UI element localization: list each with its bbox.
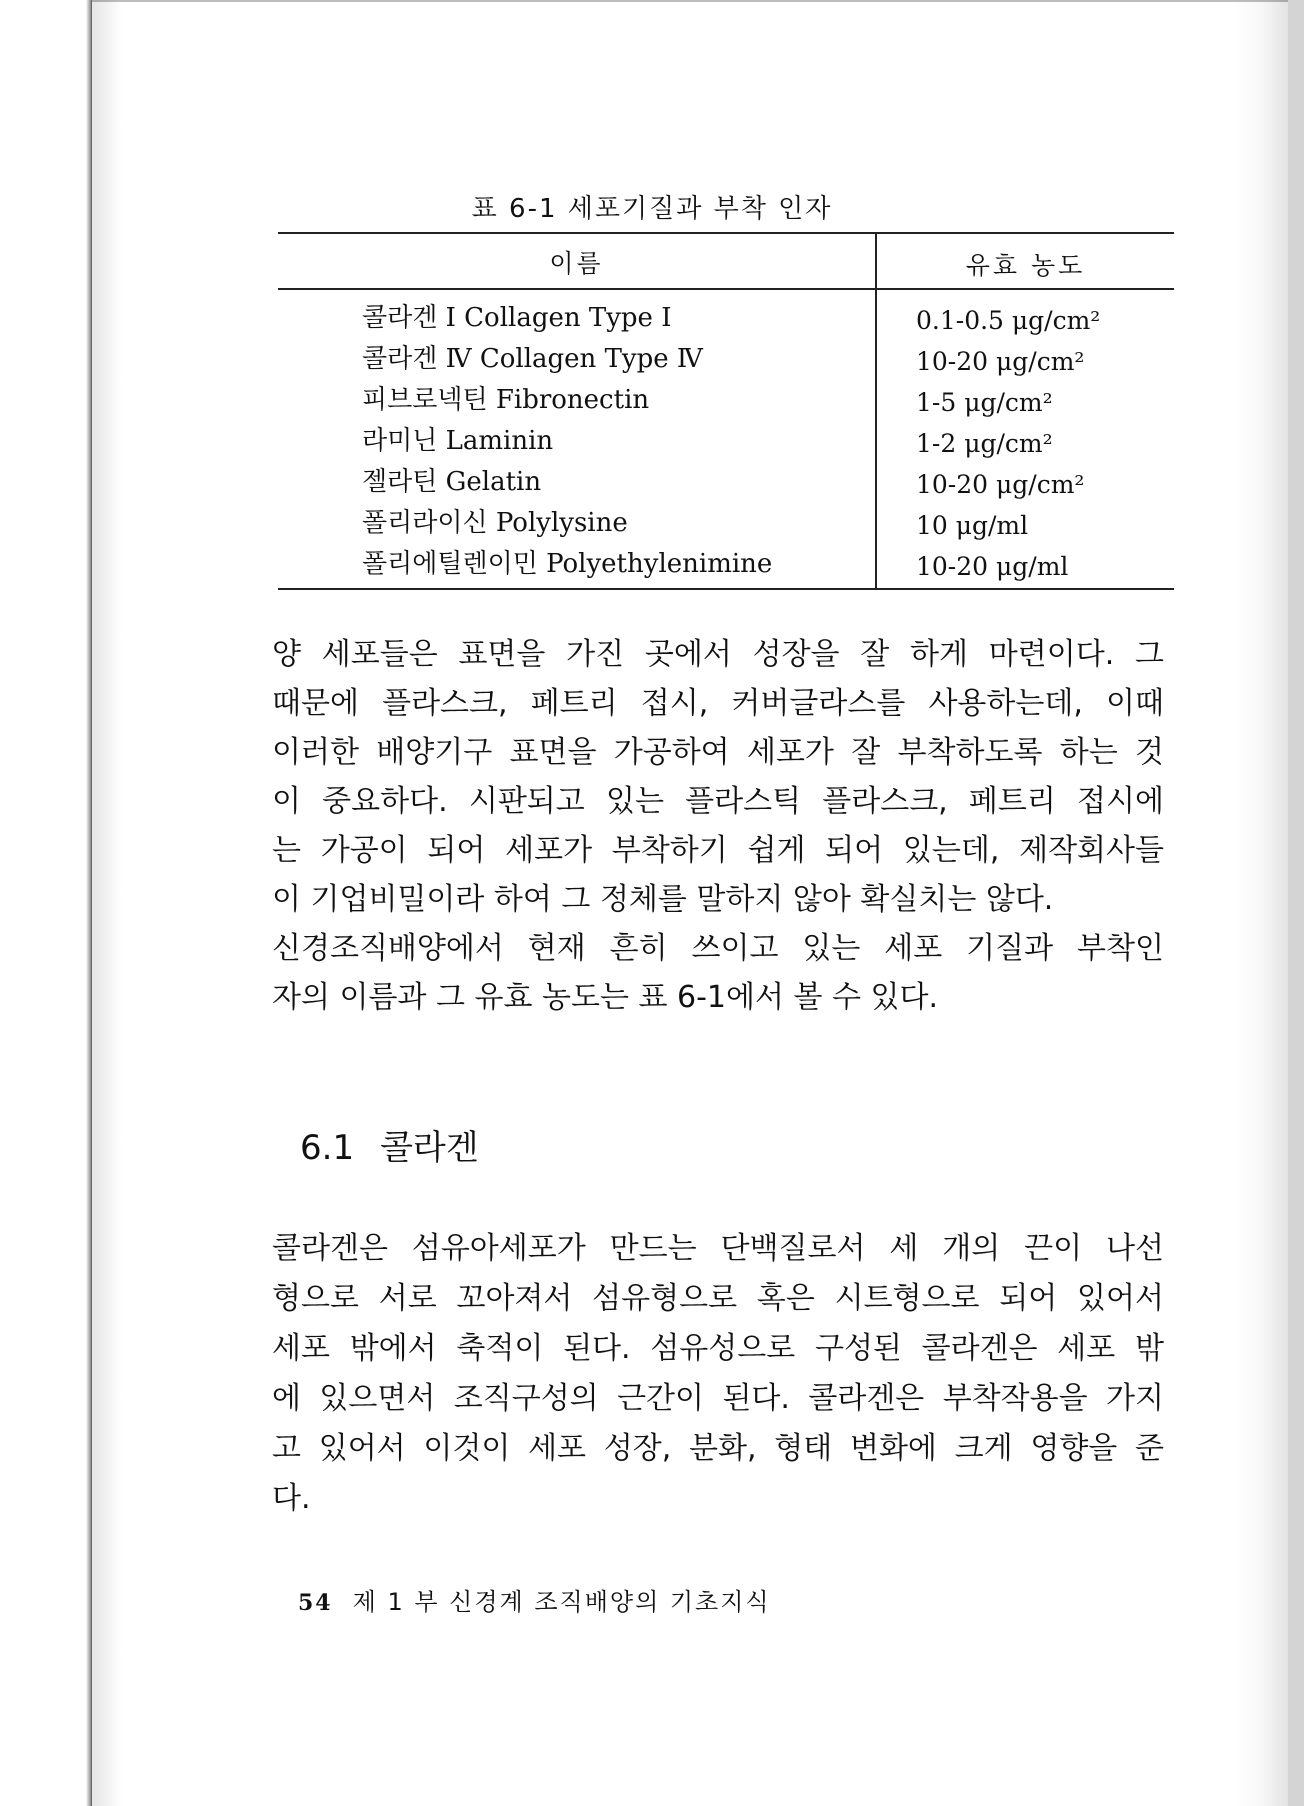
table-cell-concentration: 10-20 μg/ml [916,552,1069,581]
table-bottom-rule [278,588,1174,590]
table-cell-concentration: 10 μg/ml [916,511,1029,540]
table-column-divider [875,232,877,590]
table-cell-name: 피브로넥틴 Fibronectin [362,385,650,415]
table-cell-concentration: 1-5 μg/cm² [916,388,1053,417]
table-concentration-column [916,300,1174,587]
table-cell-concentration: 1-2 μg/cm² [916,429,1053,458]
page-right-edge [1288,0,1304,1806]
section-heading [300,1120,479,1169]
text-line: 양 세포들은 표면을 가진 곳에서 성장을 잘 하게 마련이다. 그 [272,637,1164,672]
table-cell-name: 콜라겐 Ⅰ Collagen Type Ⅰ [362,303,672,333]
text-line: 고 있어서 이것이 세포 성장, 분화, 형태 변화에 크게 영향을 준 [272,1431,1164,1466]
text-line: 이 기업비밀이라 하여 그 정체를 말하지 않아 확실치는 않다. [272,882,1054,917]
section-title: 콜라겐 [380,1128,479,1168]
intro-paragraph [272,630,1164,924]
text-line: 때문에 플라스크, 페트리 접시, 커버글라스를 사용하는데, 이때 [272,686,1164,721]
text-line: 이 중요하다. 시판되고 있는 플라스틱 플라스크, 페트리 접시에 [272,784,1164,819]
text-line: 다. [272,1481,311,1516]
table-cell-concentration: 0.1-0.5 μg/cm² [916,306,1101,335]
table-header-concentration: 유효 농도 [965,251,1086,280]
page-footer [298,1582,771,1617]
table-cell-name: 폴리에틸렌이민 Polyethylenimine [362,549,773,579]
table-caption: 표 6-1 세포기질과 부착 인자 [471,194,833,224]
table-cell-name: 라미닌 Laminin [362,426,554,456]
table-cell-concentration: 10-20 μg/cm² [916,470,1085,499]
section-number: 6.1 [300,1128,355,1168]
table-cell-name: 콜라겐 Ⅳ Collagen Type Ⅳ [362,344,703,374]
running-title: 제 1 부 신경계 조직배양의 기초지식 [352,1588,771,1616]
collagen-paragraph [272,1224,1164,1524]
text-line: 콜라겐은 섬유아세포가 만드는 단백질로서 세 개의 끈이 나선 [272,1231,1164,1266]
text-line: 형으로 서로 꼬아져서 섬유형으로 혹은 시트형으로 되어 있어서 [272,1281,1164,1316]
table-cell-concentration: 10-20 μg/cm² [916,347,1085,376]
text-line: 는 가공이 되어 세포가 부착하기 쉽게 되어 있는데, 제작회사들 [272,833,1164,868]
page-number: 54 [298,1590,333,1616]
text-line: 자의 이름과 그 유효 농도는 표 6-1에서 볼 수 있다. [272,980,938,1015]
table-top-rule [278,232,1174,234]
text-line: 이러한 배양기구 표면을 가공하여 세포가 잘 부착하도록 하는 것 [272,735,1164,770]
substrate-table [278,232,1174,592]
book-spine-edge [0,0,92,1806]
table-header-name: 이름 [549,249,604,278]
text-line: 신경조직배양에서 현재 흔히 쓰이고 있는 세포 기질과 부착인 [272,931,1164,966]
spine-shadow [92,0,122,1806]
table-cell-name: 젤라틴 Gelatin [362,467,542,497]
table-header-rule [278,288,1174,290]
table-cell-name: 폴리라이신 Polylysine [362,508,628,538]
page-top-edge [88,0,1288,2]
table-name-column [362,298,872,585]
text-line: 에 있으면서 조직구성의 근간이 된다. 콜라겐은 부착작용을 가지 [272,1381,1164,1416]
reference-paragraph [272,924,1164,1022]
text-line: 세포 밖에서 축적이 된다. 섬유성으로 구성된 콜라겐은 세포 밖 [272,1331,1164,1366]
